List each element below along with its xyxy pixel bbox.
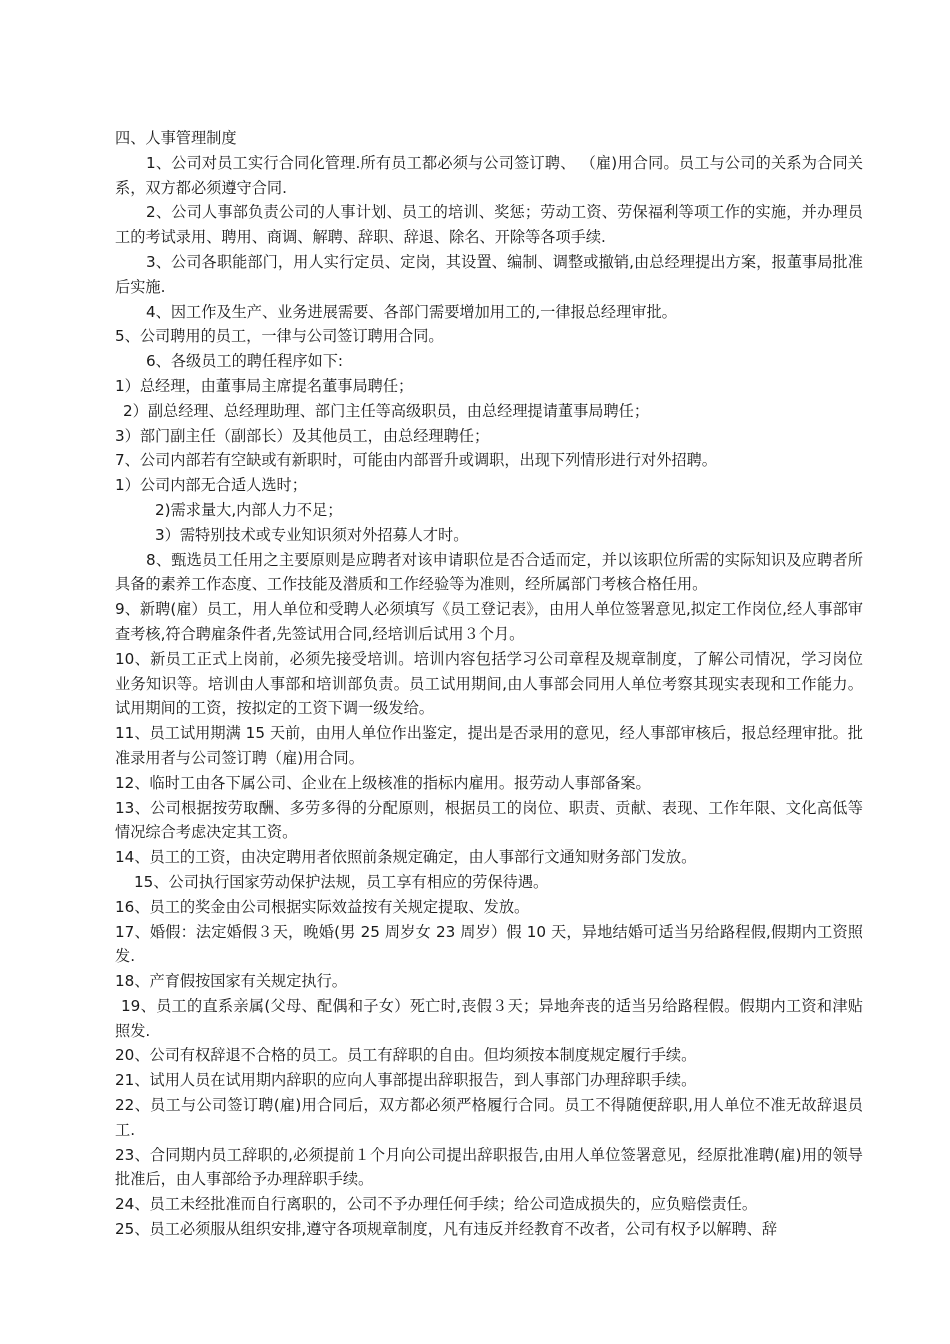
paragraph: 18、产育假按国家有关规定执行。 bbox=[115, 972, 347, 991]
paragraph: 14、员工的工资，由决定聘用者依照前条规定确定，由人事部行文通知财务部门发放。 bbox=[115, 848, 697, 867]
paragraph: 11、员工试用期满 15 天前，由用人单位作出鉴定，提出是否录用的意见，经人事部审核后，报总经理审批。批准录用者与公司签订聘（雇)用合同。 bbox=[115, 724, 863, 767]
paragraph: 25、员工必须服从组织安排,遵守各项规章制度，凡有违反并经教育不改者，公司有权予以解聘、辞 bbox=[115, 1220, 778, 1239]
paragraph: 22、员工与公司签订聘(雇)用合同后，双方都必须严格履行合同。员工不得随便辞职,用人单位不准无故辞退员工. bbox=[115, 1096, 863, 1139]
paragraph: 3、公司各职能部门，用人实行定员、定岗，其设置、编制、调整或撤销,由总经理提出方案，报董事局批准后实施. bbox=[115, 252, 863, 296]
paragraph: 12、临时工由各下属公司、企业在上级核准的指标内雇用。报劳动人事部备案。 bbox=[115, 773, 651, 792]
paragraph: 9、新聘(雇）员工，用人单位和受聘人必须填写《员工登记表》，由用人单位签署意见,拟定工作岗位,经人事部审查考核,符合聘雇条件者,先签试用合同,经培训后试用３个月。 bbox=[115, 600, 863, 643]
paragraph: 2、公司人事部负责公司的人事计划、员工的培训、奖惩；劳动工资、劳保福利等项工作的实施，并办理员工的考试录用、聘用、商调、解聘、辞职、辞退、除名、开除等各项手续. bbox=[115, 203, 863, 247]
paragraph: 23、合同期内员工辞职的,必须提前１个月向公司提出辞职报告,由用人单位签署意见，经原批准聘(雇)用的领导批准后，由人事部给予办理辞职手续。 bbox=[115, 1145, 863, 1189]
paragraph: 16、员工的奖金由公司根据实际效益按有关规定提取、发放。 bbox=[115, 897, 530, 916]
paragraph: 2）副总经理、总经理助理、部门主任等高级职员，由总经理提请董事局聘任； bbox=[123, 401, 650, 420]
paragraph: 24、员工未经批准而自行离职的，公司不予办理任何手续；给公司造成损失的，应负赔偿责任。 bbox=[115, 1195, 758, 1214]
paragraph: 21、试用人员在试用期内辞职的应向人事部提出辞职报告，到人事部门办理辞职手续。 bbox=[115, 1071, 697, 1090]
paragraph: 19、员工的直系亲属(父母、配偶和子女）死亡时,丧假３天；异地奔丧的适当另给路程假。假期内工资和津贴照发. bbox=[115, 996, 863, 1040]
paragraph: 8、甄选员工任用之主要原则是应聘者对该申请职位是否合适而定，并以该职位所需的实际知识及应聘者所具备的素养工作态度、工作技能及潜质和工作经验等为准则，经所属部门考核合格任用。 bbox=[115, 550, 863, 594]
paragraph: 1）总经理，由董事局主席提名董事局聘任； bbox=[115, 376, 414, 395]
paragraph: 1、公司对员工实行合同化管理.所有员工都必须与公司签订聘、 （雇)用合同。员工与公司的关系为合同关系，双方都必须遵守合同. bbox=[115, 153, 863, 197]
paragraph: 6、各级员工的聘任程序如下: bbox=[146, 352, 344, 371]
document-body bbox=[115, 126, 863, 1242]
paragraph: 13、公司根据按劳取酬、多劳多得的分配原则，根据员工的岗位、职责、贡献、表现、工作年限、文化高低等情况综合考虑决定其工资。 bbox=[115, 798, 863, 842]
paragraph: 17、婚假：法定婚假３天，晚婚(男 25 周岁女 23 周岁）假 10 天，异地结婚可适当另给路程假,假期内工资照发. bbox=[115, 922, 863, 966]
paragraph: 3）部门副主任（副部长）及其他员工，由总经理聘任； bbox=[115, 426, 490, 445]
section-heading: 四、人事管理制度 bbox=[115, 129, 237, 147]
paragraph: 4、因工作及生产、业务进展需要、各部门需要增加用工的,一律报总经理审批。 bbox=[146, 302, 677, 321]
paragraph: 20、公司有权辞退不合格的员工。员工有辞职的自由。但均须按本制度规定履行手续。 bbox=[115, 1046, 697, 1065]
paragraph: 10、新员工正式上岗前，必须先接受培训。培训内容包括学习公司章程及规章制度，了解公司情况，学习岗位业务知识等。培训由人事部和培训部负责。员工试用期间,由人事部会同用人单位考察其现实表现和工作能力。试用期间的工资，按拟定的工资下调一级发给。 bbox=[115, 649, 863, 718]
paragraph: 2)需求量大,内部人力不足； bbox=[155, 500, 343, 519]
paragraph: 5、公司聘用的员工，一律与公司签订聘用合同。 bbox=[115, 327, 444, 346]
paragraph: 7、公司内部若有空缺或有新职时，可能由内部晋升或调职，出现下列情形进行对外招聘。 bbox=[115, 451, 717, 470]
paragraph: 1）公司内部无合适人选时； bbox=[115, 476, 307, 495]
paragraph: 15、公司执行国家劳动保护法规，员工享有相应的劳保待遇。 bbox=[134, 872, 549, 891]
paragraph: 3）需特别技术或专业知识须对外招募人才时。 bbox=[155, 525, 469, 544]
